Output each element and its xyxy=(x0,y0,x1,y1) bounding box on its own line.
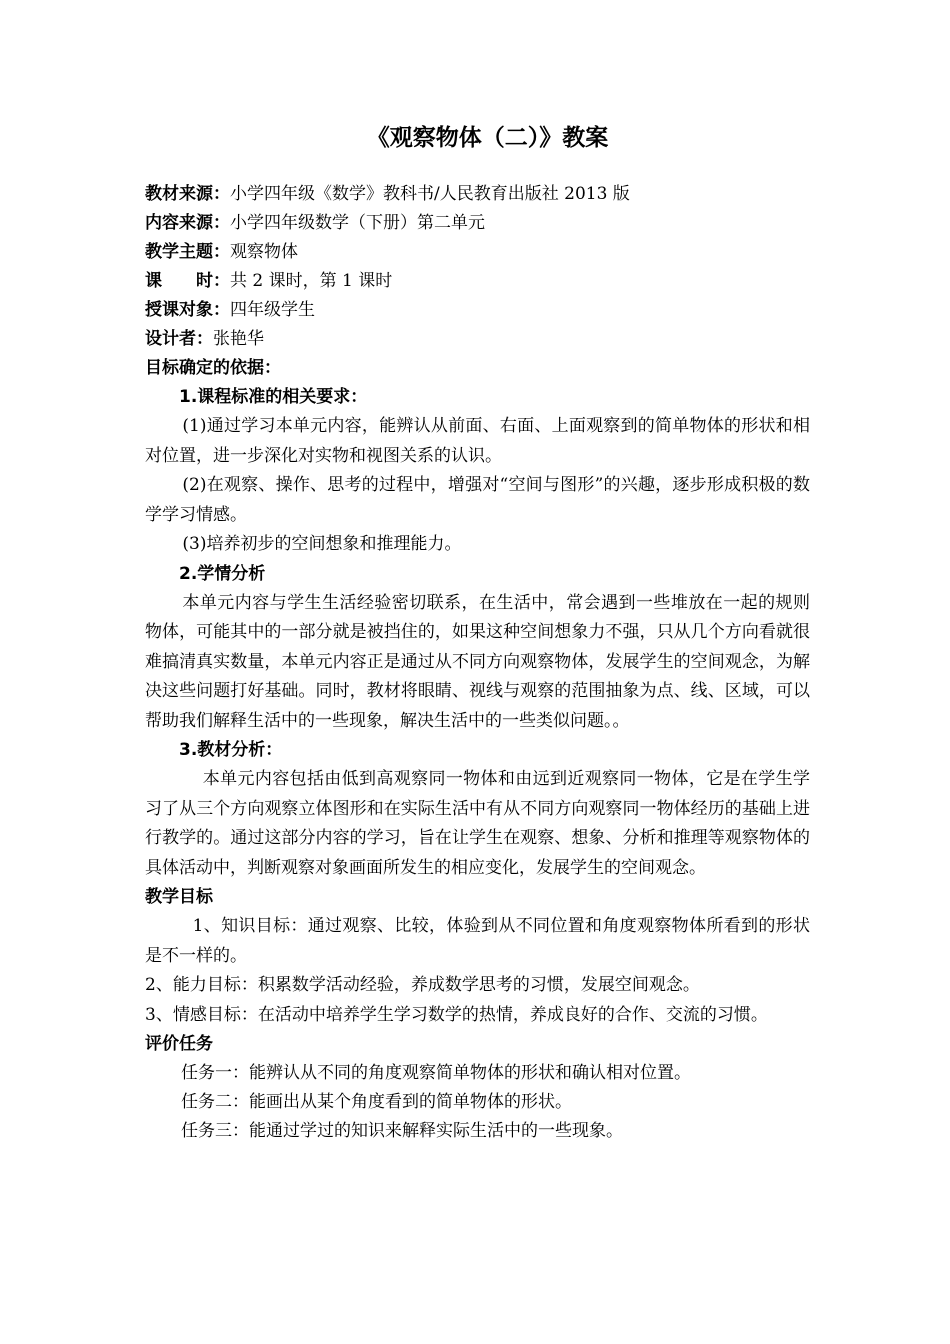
curriculum-heading: 1.课程标准的相关要求： xyxy=(179,387,368,407)
meta-label: 授课对象： xyxy=(145,300,230,320)
meta-label: 内容来源： xyxy=(145,213,230,233)
material-analysis-text: 本单元内容包括由低到高观察同一物体和由远到近观察同一物体，它是在学生学习了从三个方向观察立体图形和在实际生活中有从不同方向观察同一物体经历的基础上进行教学的。通过这部分内容的学习，旨在让学生在观察、想象、分析和推理等观察物体的具体活动中，判断观察对象画面所发生的相应变化，发展学生的空间观念。 xyxy=(145,769,810,878)
meta-value: 四年级学生 xyxy=(230,300,315,320)
meta-row-content xyxy=(145,209,810,238)
meta-block xyxy=(145,180,810,354)
meta-value: 共 2 课时，第 1 课时 xyxy=(230,271,393,291)
curriculum-item-3: (3)培养初步的空间想象和推理能力。 xyxy=(182,534,462,554)
meta-value: 张艳华 xyxy=(213,329,264,349)
meta-label: 设计者： xyxy=(145,329,213,349)
goals-heading: 教学目标 xyxy=(145,887,213,907)
meta-row-hours xyxy=(145,267,810,296)
meta-row-theme xyxy=(145,238,810,267)
meta-value: 小学四年级数学（下册）第二单元 xyxy=(230,213,485,233)
learner-analysis-text: 本单元内容与学生生活经验密切联系，在生活中，常会遇到一些堆放在一起的规则物体，可能其中的一部分就是被挡住的，如果这种空间想象力不强，只从几个方向看就很难搞清真实数量，本单元内容正是通过从不同方向观察物体，发展学生的空间观念，为解决这些问题打好基础。同时，教材将眼睛、视线与观察的范围抽象为点、线、区域，可以帮助我们解释生活中的一些现象，解决生活中的一些类似问题。。 xyxy=(145,592,810,731)
goal-emotion: 3、情感目标：在活动中培养学生学习数学的热情，养成良好的合作、交流的习惯。 xyxy=(145,1004,768,1025)
basis-heading: 目标确定的依据： xyxy=(145,358,281,378)
meta-label: 课 时： xyxy=(145,271,230,291)
task-item-1: 任务一：能辨认从不同的角度观察简单物体的形状和确认相对位置。 xyxy=(181,1063,691,1083)
task-item-3: 任务三：能通过学过的知识来解释实际生活中的一些现象。 xyxy=(181,1121,623,1141)
curriculum-item-1: (1)通过学习本单元内容，能辨认从前面、右面、上面观察到的简单物体的形状和相对位置，进一步深化对实物和视图关系的认识。 xyxy=(145,416,810,466)
meta-row-audience xyxy=(145,296,810,325)
meta-label: 教学主题： xyxy=(145,242,230,262)
meta-value: 观察物体 xyxy=(230,242,298,262)
material-analysis-heading: 3.教材分析： xyxy=(179,740,283,760)
goal-ability: 2、能力目标：积累数学活动经验，养成数学思考的习惯，发展空间观念。 xyxy=(145,975,700,995)
meta-row-designer xyxy=(145,325,810,354)
meta-row-source xyxy=(145,180,810,209)
tasks-heading: 评价任务 xyxy=(145,1034,213,1054)
meta-value: 小学四年级《数学》教科书/人民教育出版社 2013 版 xyxy=(230,184,630,204)
task-item-2: 任务二：能画出从某个角度看到的简单物体的形状。 xyxy=(181,1092,572,1112)
document-title: 《观察物体（二）》教案 xyxy=(366,125,609,151)
meta-label: 教材来源： xyxy=(145,184,230,204)
learner-analysis-heading: 2.学情分析 xyxy=(179,563,266,584)
curriculum-item-2: (2)在观察、操作、思考的过程中，增强对“空间与图形”的兴趣，逐步形成积极的数学学习情感。 xyxy=(145,475,810,525)
goal-knowledge: 1、知识目标：通过观察、比较，体验到从不同位置和角度观察物体所看到的形状是不一样的。 xyxy=(145,916,810,966)
